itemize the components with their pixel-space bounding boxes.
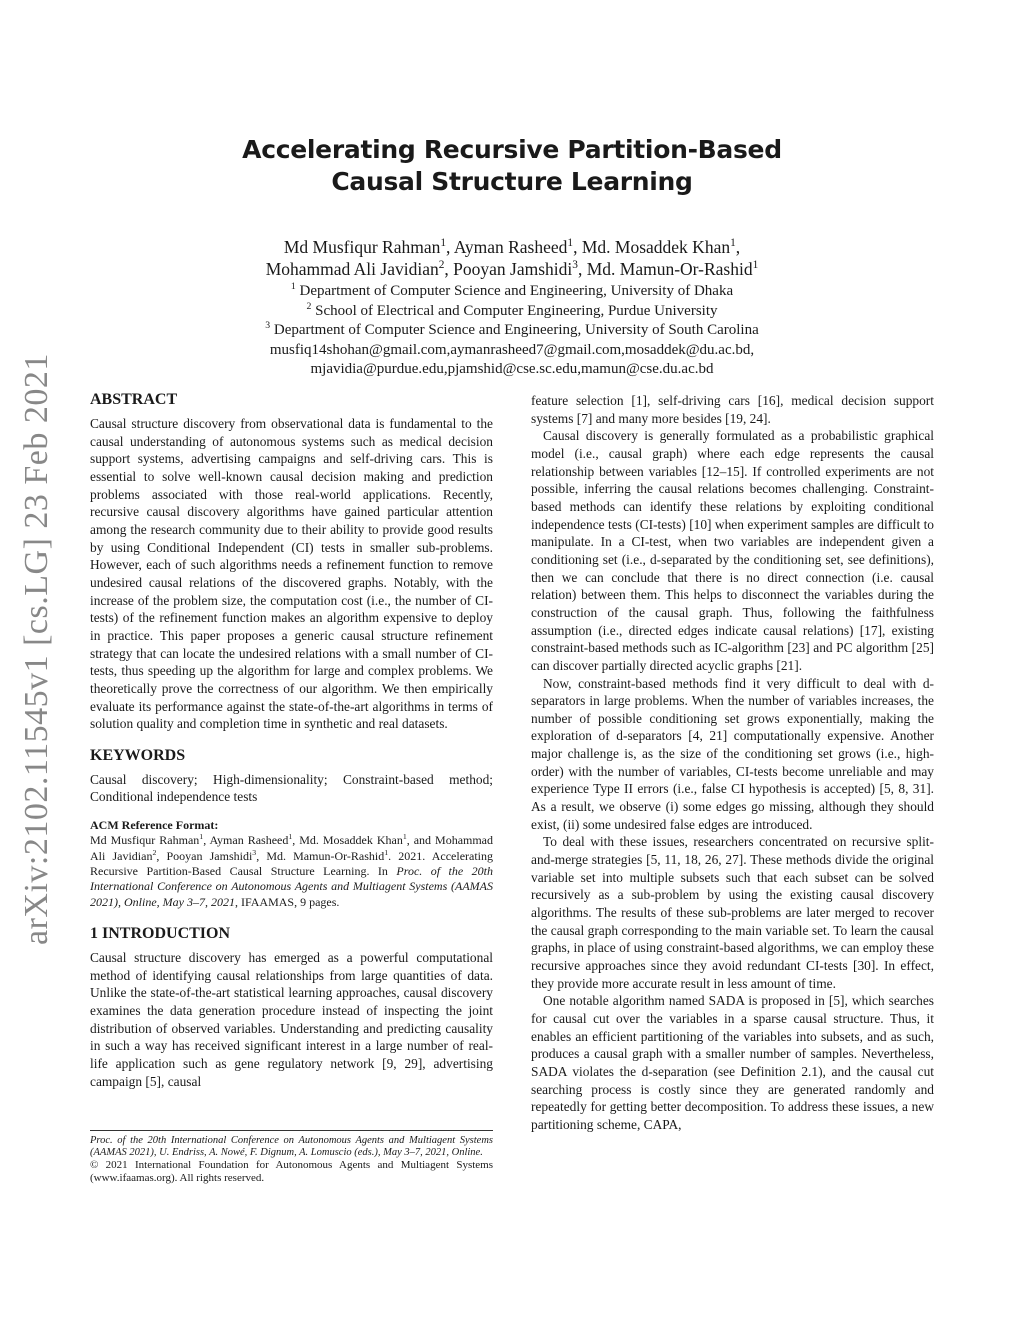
abstract-text: Causal structure discovery from observational data is fundamental to the causal understanding of autonomous systems such as medical decision support systems, advertising campaigns and self-driving cars. This is essential to solve well-known causal decision making and prediction problems associated with those real-world applications. Recently, recursive causal discovery algorithms have gained particular attention among the research community due to their ability to provide good results by using Conditional Independent (CI) tests in smaller sub-problems. However, each of such algorithms needs a refinement function to remove undesired causal relations of the discovered graphs. Notably, with the increase of the problem size, the computation cost (i.e., the number of CI-tests) of the refinement function makes an algorithm expensive to deploy in practice. This paper proposes a generic causal structure refinement strategy that can locate the undesired relations with a small number of CI-tests, thus speeding up the algorithm for large and complex problems. We theoretically prove the correctness of our algorithm. We then empirically evaluate its performance against the state-of-the-art algorithms in terms of solution quality and completion time in synthetic and real datasets. <box>90 416 493 732</box>
abstract-heading: ABSTRACT <box>90 391 178 408</box>
emails <box>0 341 1024 361</box>
superscript: 2 <box>152 847 157 857</box>
text-segment: , Ayman Rasheed <box>446 237 568 257</box>
text-segment: , Md. Mosaddek Khan <box>573 237 731 257</box>
superscript: 1 <box>199 832 204 842</box>
footnote <box>90 1130 493 1184</box>
superscript: 1 <box>402 832 407 842</box>
superscript: 1 <box>730 237 736 250</box>
author-line <box>0 258 1024 280</box>
text-segment: Md Musfiqur Rahman <box>283 237 441 257</box>
emails <box>0 360 1024 380</box>
superscript: 3 <box>265 320 271 331</box>
affiliation <box>0 321 1024 341</box>
text-segment: Department of Computer Science and Engineering, University of South Carolina <box>270 322 759 338</box>
paragraph: One notable algorithm named SADA is proposed in [5], which searches for causal cut over the variables in a sparse causal structure. Thus, it enables an efficient partitioning of the variables into subsets, and as such, produces a causal graph with a smaller number of samples. Nevertheless, SADA violates the d-separation (see Definition 2.1), and the causal cut searching process is costly since they are generated randomly and repeatedly for getting better decomposition. To address these issues, a new partitioning scheme, CAPA, <box>531 993 934 1132</box>
superscript: 1 <box>752 259 759 272</box>
paragraph: Causal discovery is generally formulated as a probabilistic graphical model (i.e., causal graph) where each edge represents the causal relationship between variables [12–15]. If controlled experiments are not possible, inferring the causal relations becomes challenging. Constraint-based methods can identify these relations by exploiting conditional independence tests (CI-tests) [10] when experiment samples are difficult to manipulate. In a CI-test, when two variables are independent given a conditioning set (i.e., d-separated by the conditioning set, see definitions), then we can conclude that there is no direct connection (i.e. causal relation) between them. This helps to disconnect the variables during the construction of the causal graph. Thus, following the faithfulness assumption (i.e., directed edges indicate causal relations) [17], existing constraint-based methods such as IC-algorithm [23] and PC algorithm [25] can discover partially directed acyclic graphs [21]. <box>531 428 934 673</box>
paragraph: To deal with these issues, researchers concentrated on recursive split-and-merge strategies [5, 11, 18, 26, 27]. These methods divide the original variable set into multiple subsets such that each subset can be solved recursively as a sub-problem by using the existing causal discovery algorithms. The results of these sub-problems are later merged to recover the causal graph corresponding to the main variable set. To learn the causal graphs, in place of using constraint-based algorithms, we can employ these recursive approaches since they avoid redundant CI-tests [30]. In effect, they provide more accurate result in less amount of time. <box>531 834 934 991</box>
text-segment: Md Musfiqur Rahman <box>90 833 200 848</box>
text-segment: , Ayman Rasheed <box>203 833 289 848</box>
paper-title <box>0 134 1024 198</box>
proceedings-text: Proc. of the 20th International Conference on Autonomous Agents and Multiagent Systems (AAMAS 2021), U. Endriss, A. Nowé, F. Dignum, A. Lomuscio (eds.), May 3–7, 2021, Online. <box>90 1135 493 1159</box>
keywords-heading: KEYWORDS <box>90 746 186 764</box>
text-segment: , and Mohammad Ali Javidian <box>90 833 494 863</box>
text-segment: , Md. Mosaddek Khan <box>292 833 403 848</box>
introduction-paragraph: Causal structure discovery has emerged as a powerful computational method of identifying causal relationships from large quantities of data. Unlike the state-of-the-art statistical learning approaches, causal discovery examines the data generation procedure instead of inspecting the joint distribution of observed variables. Understanding and predicting causality in such a way has received significant interest in a large number of real-life application such as gene regulatory network [9, 29], advertising campaign [5], causal <box>90 950 493 1089</box>
superscript: 3 <box>252 847 257 857</box>
superscript: 2 <box>306 300 312 312</box>
superscript: 1 <box>567 237 574 250</box>
affiliation <box>0 302 1024 322</box>
paragraph: feature selection [1], self-driving cars [16], medical decision support systems [7] and many more besides [19, 24]. <box>531 393 934 426</box>
superscript: 1 <box>290 281 296 292</box>
affiliations <box>0 282 1024 380</box>
text-segment: , Md. Mamun-Or-Rashid <box>577 259 753 279</box>
author-list <box>0 236 1024 280</box>
text-segment: , IFAAMAS, 9 pages. <box>234 894 340 909</box>
text-segment: , <box>735 237 741 257</box>
arxiv-identifier: arXiv:2102.11545v1 [cs.LG] 23 Feb 2021 <box>18 353 55 945</box>
superscript: 1 <box>384 847 389 857</box>
superscript: 1 <box>440 237 447 250</box>
paragraph: Now, constraint-based methods find it very difficult to deal with d-separators in large problems. When the number of variables increases, the number of possible conditioning set grows exponentially, making the exploration of d-separators [4, 21] computationally expensive. Another major challenge is, as the size of the conditioning set grows (i.e., high-order) with the number of variables, CI-tests become unreliable and may experience Type II errors (i.e., false CI hypothesis is accepted) [5, 8, 31]. As a result, we observe (i) some edges go missing, although they should exist, (ii) some undesired false edges are introduced. <box>531 675 934 832</box>
text-segment: , Pooyan Jamshidi <box>156 848 253 863</box>
affiliation <box>0 282 1024 302</box>
text-segment: Proc. of the 20th International Conference on Autonomous Agents and Multiagent Systems (AAMAS 2021), Online, May 3–7, 2021 <box>90 863 493 909</box>
superscript: 2 <box>438 259 445 272</box>
keywords-text: Causal discovery; High-dimensionality; Constraint-based method; Conditional independence tests <box>90 771 493 805</box>
text-segment: School of Electrical and Computer Engineering, Purdue University <box>311 302 718 319</box>
superscript: 3 <box>572 259 578 272</box>
footnote-copyright: © 2021 International Foundation for Autonomous Agents and Multiagent Systems (www.ifaamas.org). All rights reserved. <box>90 1159 493 1184</box>
left-column <box>90 390 493 1090</box>
text-segment: mjavidia@purdue.edu,pjamshid@cse.sc.edu,mamun@cse.du.ac.bd <box>310 361 714 377</box>
superscript: 1 <box>288 832 293 842</box>
acm-reference-text <box>90 833 493 910</box>
text-segment: Department of Computer Science and Engineering, University of Dhaka <box>295 283 734 299</box>
footnote-proceedings <box>90 1135 493 1159</box>
introduction-heading: 1 INTRODUCTION <box>90 925 231 943</box>
right-column <box>531 392 934 1134</box>
title-line: Accelerating Recursive Partition-Based <box>242 135 782 164</box>
text-segment: , Pooyan Jamshidi <box>444 259 573 279</box>
acm-reference-heading: ACM Reference Format: <box>90 818 219 833</box>
text-segment: Mohammad Ali Javidian <box>265 259 439 279</box>
author-line <box>0 236 1024 258</box>
text-segment: . 2021. Accelerating Recursive Partition-Based Causal Structure Learning. In <box>90 848 494 878</box>
text-segment: musfiq14shohan@gmail.com,aymanrasheed7@gmail.com,mosaddek@du.ac.bd, <box>269 341 755 358</box>
text-segment: , Md. Mamun-Or-Rashid <box>256 848 385 863</box>
title-line: Causal Structure Learning <box>331 167 693 196</box>
